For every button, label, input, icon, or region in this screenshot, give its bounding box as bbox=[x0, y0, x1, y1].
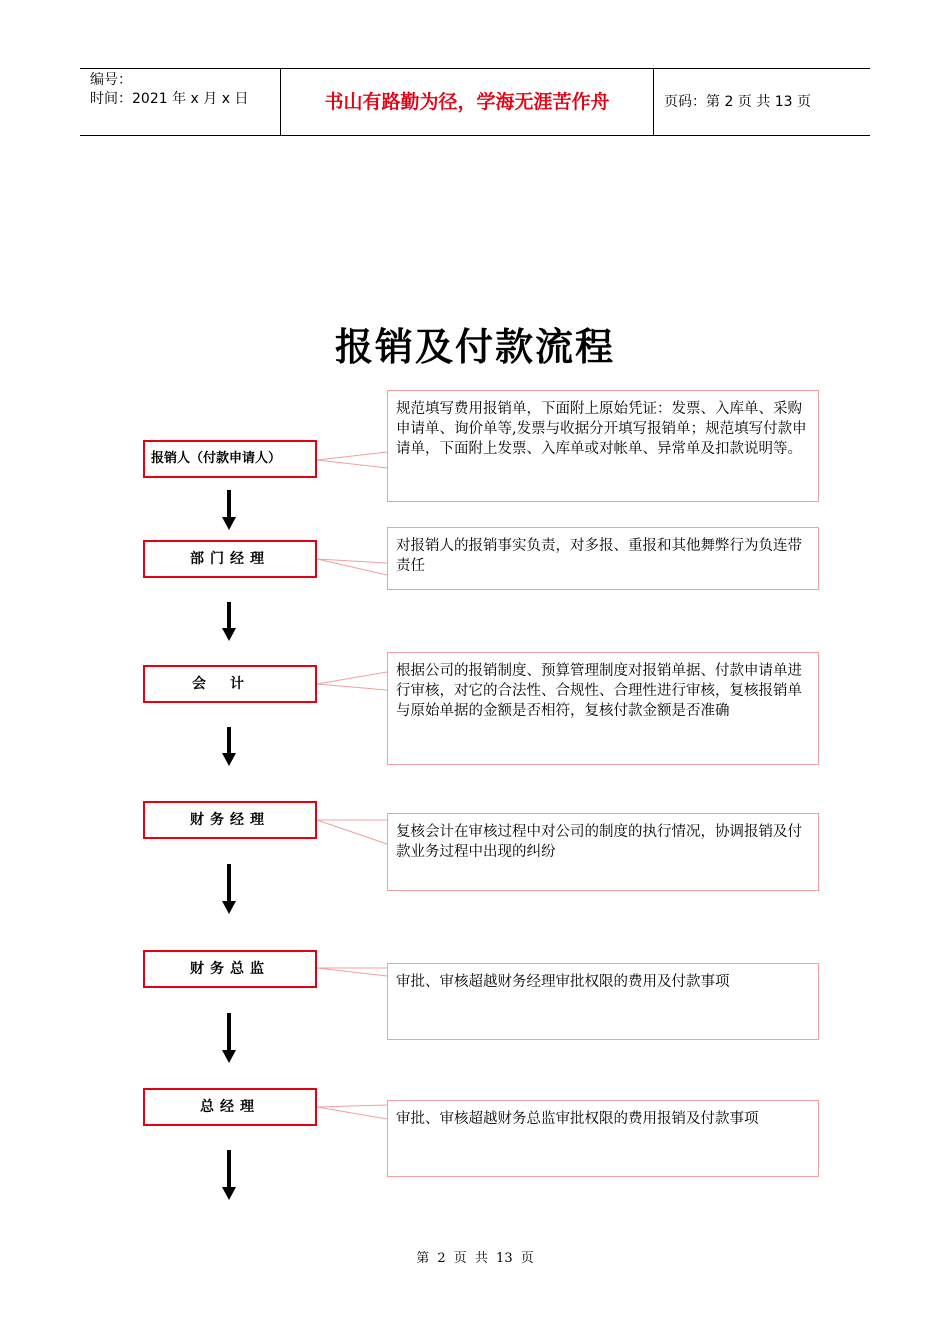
arrow-head bbox=[222, 628, 236, 641]
note-finance-manager: 复核会计在审核过程中对公司的制度的执行情况，协调报销及付款业务过程中出现的纠纷 bbox=[387, 813, 819, 891]
date-line: 时间：2021 年 x 月 x 日 bbox=[90, 91, 249, 107]
step-finance-manager: 财务经理 bbox=[143, 801, 317, 839]
number-label: 编号： bbox=[90, 72, 132, 88]
step-finance-director: 财务总监 bbox=[143, 950, 317, 988]
arrow-head bbox=[222, 1187, 236, 1200]
header-page-info: 页码：第 2 页 共 13 页 bbox=[664, 94, 811, 110]
leader-line bbox=[317, 559, 387, 575]
leader-line bbox=[317, 452, 387, 468]
document-title: 报销及付款流程 bbox=[334, 325, 615, 369]
arrow-head bbox=[222, 753, 236, 766]
note-applicant: 规范填写费用报销单，下面附上原始凭证：发票、入库单、采购申请单、询价单等,发票与收据分开填写报销单；规范填写付款申请单，下面附上发票、入库单或对帐单、异常单及扣款说明等。 bbox=[387, 390, 819, 502]
step-department-manager: 部门经理 bbox=[143, 540, 317, 578]
note-accountant: 根据公司的报销制度、预算管理制度对报销单据、付款申请单进行审核，对它的合法性、合规性、合理性进行审核，复核报销单与原始单据的金额是否相符，复核付款金额是否准确 bbox=[387, 652, 819, 765]
leader-line bbox=[317, 968, 387, 976]
leader-line bbox=[317, 672, 387, 690]
arrow-head bbox=[222, 901, 236, 914]
arrow-head bbox=[222, 1050, 236, 1063]
step-accountant: 会计 bbox=[143, 665, 317, 703]
note-finance-director: 审批、审核超越财务经理审批权限的费用及付款事项 bbox=[387, 963, 819, 1040]
note-department-manager: 对报销人的报销事实负责，对多报、重报和其他舞弊行为负连带责任 bbox=[387, 527, 819, 590]
header-motto: 书山有路勤为径，学海无涯苦作舟 bbox=[281, 69, 654, 135]
leader-line bbox=[317, 820, 387, 844]
leader-line bbox=[317, 1105, 387, 1119]
step-general-manager: 总经理 bbox=[143, 1088, 317, 1126]
arrow-head bbox=[222, 517, 236, 530]
note-general-manager: 审批、审核超越财务总监审批权限的费用报销及付款事项 bbox=[387, 1100, 819, 1177]
step-applicant: 报销人（付款申请人） bbox=[143, 440, 317, 478]
page-footer: 第 2 页 共 13 页 bbox=[416, 1251, 534, 1266]
